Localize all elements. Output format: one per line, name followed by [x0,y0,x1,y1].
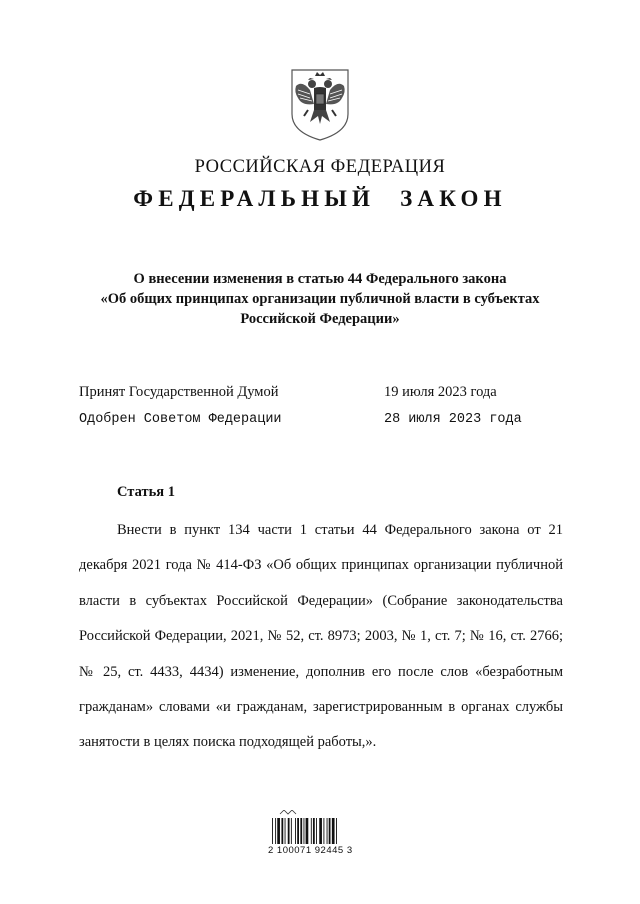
article-text: Внести в пункт 134 части 1 статьи 44 Федерального закона от 21 декабря 2021 года № 414-ФЗ «Об общих принципах организации публичной власти в субъектах Российской Федерации» (Собрание законодательства Российской Федерации, 2021, № 52, ст. 8973; 2003, № 1, ст. 7; № 16, ст. 2766; № 25, ст. 4433, 4434) изменение, дополнив его после слов «безработным гражданам» словами «и гражданам, зарегистрированным в органах службы занятости в целях поиска подходящей работы,». [79,522,563,751]
coat-of-arms-icon [288,66,352,142]
document-type: ФЕДЕРАЛЬНЫЙ ЗАКОН [133,186,507,211]
law-title-line: «Об общих принципах организации публичной власти в субъектах [100,291,540,307]
law-title-line: О внесении изменения в статью 44 Федерального закона [133,271,507,287]
council-approval-date: 28 июля 2023 года [384,412,522,427]
duma-adoption-label: Принят Государственной Думой [79,384,279,400]
country-name: РОССИЙСКАЯ ФЕДЕРАЦИЯ [194,157,446,177]
article-heading: Статья 1 [117,484,175,500]
law-title-line: Российской Федерации» [240,311,400,327]
law-title [60,269,580,329]
duma-adoption-date: 19 июля 2023 года [384,384,497,400]
barcode-number: 2 100071 92445 3 [268,845,353,856]
council-approval-label: Одобрен Советом Федерации [79,412,282,427]
